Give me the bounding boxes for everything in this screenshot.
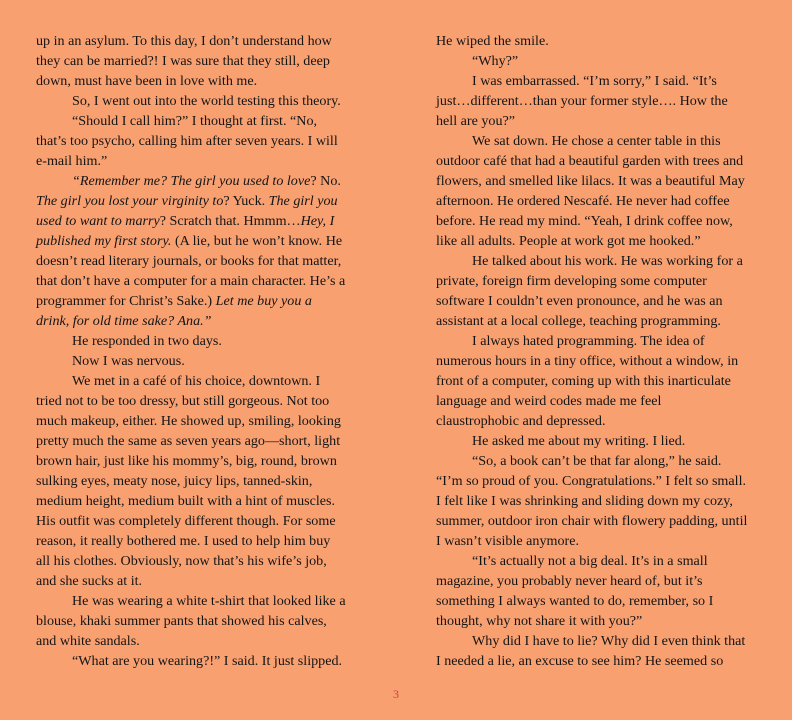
italic-text-run: The girl you lost your virginity to — [36, 193, 224, 209]
text-line — [36, 551, 360, 571]
text-run: that don’t have a computer for a main character. He’s a — [36, 273, 346, 289]
text-line — [36, 651, 360, 671]
text-run: language and weird codes made me feel — [436, 393, 662, 409]
text-run: private, foreign firm developing some computer — [436, 273, 707, 289]
text-line — [36, 631, 360, 651]
text-line — [36, 451, 360, 471]
text-run: magazine, you probably never heard of, but it’s — [436, 573, 703, 589]
text-line — [436, 431, 760, 451]
text-line — [436, 91, 760, 111]
right-text-column — [436, 31, 760, 671]
text-line — [436, 71, 760, 91]
italic-text-run: Hey, I — [300, 213, 335, 229]
text-run: “I’m so proud of you. Congratulations.” I felt so small. — [436, 473, 747, 489]
text-line — [36, 571, 360, 591]
text-run: like all adults. People at work got me hooked.” — [436, 233, 701, 249]
text-line — [36, 111, 360, 131]
text-run: flowers, and smelled like lilacs. It was a beautiful May — [436, 173, 745, 189]
text-line — [436, 191, 760, 211]
text-run: up in an asylum. To this day, I don’t understand how — [36, 33, 332, 49]
text-line — [436, 551, 760, 571]
italic-text-run: published my first story. — [36, 233, 172, 249]
text-run: Now I was nervous. — [72, 353, 185, 369]
text-line — [36, 331, 360, 351]
italic-text-run: drink, for old time sake? Ana.” — [36, 313, 212, 329]
text-run: He wiped the smile. — [436, 33, 549, 49]
text-run: summer, outdoor iron chair with flowery padding, until — [436, 513, 748, 529]
text-line — [436, 231, 760, 251]
text-run: We met in a café of his choice, downtown. I — [72, 373, 321, 389]
text-line — [436, 251, 760, 271]
text-run: brown hair, just like his mommy’s, big, round, brown — [36, 453, 337, 469]
italic-text-run: used to want to marry — [36, 213, 160, 229]
text-line — [36, 531, 360, 551]
text-line — [36, 31, 360, 51]
text-line — [36, 171, 360, 191]
text-run: they can be married?! I was sure that they still, deep — [36, 53, 330, 69]
text-run: and she sucks at it. — [36, 573, 143, 589]
text-run: He was wearing a white t-shirt that looked like a — [72, 593, 346, 609]
text-line — [436, 151, 760, 171]
text-line — [36, 371, 360, 391]
text-line — [36, 291, 360, 311]
text-run: afternoon. He ordered Nescafé. He never had coffee — [436, 193, 730, 209]
text-line — [436, 591, 760, 611]
text-line — [436, 651, 760, 671]
text-line — [36, 71, 360, 91]
text-line — [36, 151, 360, 171]
text-line — [36, 411, 360, 431]
text-line — [436, 351, 760, 371]
text-line — [36, 251, 360, 271]
text-run: before. He read my mind. “Yeah, I drink coffee now, — [436, 213, 733, 229]
text-run: just…different…than your former style…. How the — [436, 93, 728, 109]
text-run: I needed a lie, an excuse to see him? He seemed so — [436, 653, 724, 669]
text-run: that’s too psycho, calling him after seven years. I will — [36, 133, 338, 149]
text-run: (A lie, but he won’t know. He — [171, 233, 343, 249]
text-line — [36, 471, 360, 491]
text-run: I felt like I was shrinking and sliding down my cozy, — [436, 493, 733, 509]
text-run: down, must have been in love with me. — [36, 73, 258, 89]
text-run: thought, why not share it with you?” — [436, 613, 643, 629]
text-run: He talked about his work. He was working for a — [472, 253, 743, 269]
text-run: front of a computer, coming up with this inarticulate — [436, 373, 731, 389]
text-run: I was embarrassed. “I’m sorry,” I said. “It’s — [472, 73, 717, 89]
text-line — [436, 611, 760, 631]
text-run: “Why?” — [472, 53, 519, 69]
text-line — [436, 291, 760, 311]
text-run: I wasn’t visible anymore. — [436, 533, 579, 549]
text-run: medium height, medium built with a hint of muscles. — [36, 493, 336, 509]
text-line — [436, 391, 760, 411]
text-line — [36, 491, 360, 511]
text-line — [36, 611, 360, 631]
text-line — [36, 211, 360, 231]
text-line — [436, 571, 760, 591]
text-line — [436, 411, 760, 431]
text-run: ? Scratch that. Hmmm… — [159, 213, 301, 229]
text-run: pretty much the same as seven years ago—short, light — [36, 433, 341, 449]
text-run: We sat down. He chose a center table in this — [472, 133, 721, 149]
text-run: “What are you wearing?!” I said. It just slipped. — [72, 653, 343, 669]
text-run: software I couldn’t even pronounce, and he was an — [436, 293, 723, 309]
text-run: tried not to be too dressy, but still gorgeous. Not too — [36, 393, 330, 409]
text-line — [36, 131, 360, 151]
text-run: outdoor café that had a beautiful garden with trees and — [436, 153, 744, 169]
text-line — [436, 111, 760, 131]
text-line — [436, 511, 760, 531]
text-line — [36, 311, 360, 331]
text-run: He responded in two days. — [72, 333, 222, 349]
text-run: and white sandals. — [36, 633, 140, 649]
text-line — [436, 211, 760, 231]
text-run: He asked me about my writing. I lied. — [472, 433, 686, 449]
text-line — [436, 631, 760, 651]
text-run: So, I went out into the world testing this theory. — [72, 93, 341, 109]
text-line — [36, 51, 360, 71]
text-line — [436, 471, 760, 491]
text-line — [36, 431, 360, 451]
text-line — [436, 331, 760, 351]
text-run: “It’s actually not a big deal. It’s in a small — [472, 553, 708, 569]
text-line — [436, 271, 760, 291]
text-run: ? No. — [310, 173, 341, 189]
left-text-column — [36, 31, 360, 671]
text-line — [436, 371, 760, 391]
text-run: His outfit was completely different though. For some — [36, 513, 336, 529]
text-run: much makeup, either. He showed up, smiling, looking — [36, 413, 341, 429]
text-line — [436, 451, 760, 471]
text-line — [436, 171, 760, 191]
italic-text-run: The girl you — [268, 193, 338, 209]
text-run: “Should I call him?” I thought at first. “No, — [72, 113, 318, 129]
text-line — [436, 51, 760, 71]
text-run: blouse, khaki summer pants that showed his calves, — [36, 613, 327, 629]
text-line — [36, 231, 360, 251]
text-line — [436, 131, 760, 151]
text-line — [436, 31, 760, 51]
italic-text-run: “Remember me? The girl you used to love — [72, 173, 311, 189]
text-line — [36, 591, 360, 611]
text-run: all his clothes. Obviously, now that’s his wife’s job, — [36, 553, 327, 569]
text-run: reason, it really bothered me. I used to help him buy — [36, 533, 331, 549]
text-run: ? Yuck. — [223, 193, 269, 209]
text-run: something I always wanted to do, remember, so I — [436, 593, 714, 609]
text-run: “So, a book can’t be that far along,” he said. — [472, 453, 722, 469]
text-run: numerous hours in a tiny office, without a window, in — [436, 353, 739, 369]
text-line — [36, 511, 360, 531]
text-run: Why did I have to lie? Why did I even think that — [472, 633, 746, 649]
text-line — [36, 91, 360, 111]
text-run: assistant at a local college, teaching programming. — [436, 313, 721, 329]
text-line — [436, 311, 760, 331]
text-run: programmer for Christ’s Sake.) — [36, 293, 216, 309]
page-number: 3 — [393, 687, 399, 701]
text-run: doesn’t read literary journals, or books for that matter, — [36, 253, 342, 269]
text-line — [36, 391, 360, 411]
text-line — [436, 491, 760, 511]
text-run: e-mail him.” — [36, 153, 108, 169]
text-run: claustrophobic and depressed. — [436, 413, 606, 429]
text-run: hell are you?” — [436, 113, 516, 129]
text-line — [436, 531, 760, 551]
text-run: I always hated programming. The idea of — [472, 333, 705, 349]
text-line — [36, 271, 360, 291]
text-run: sulking eyes, meaty nose, juicy lips, tanned-skin, — [36, 473, 313, 489]
text-line — [36, 191, 360, 211]
text-line — [36, 351, 360, 371]
italic-text-run: Let me buy you a — [215, 293, 312, 309]
